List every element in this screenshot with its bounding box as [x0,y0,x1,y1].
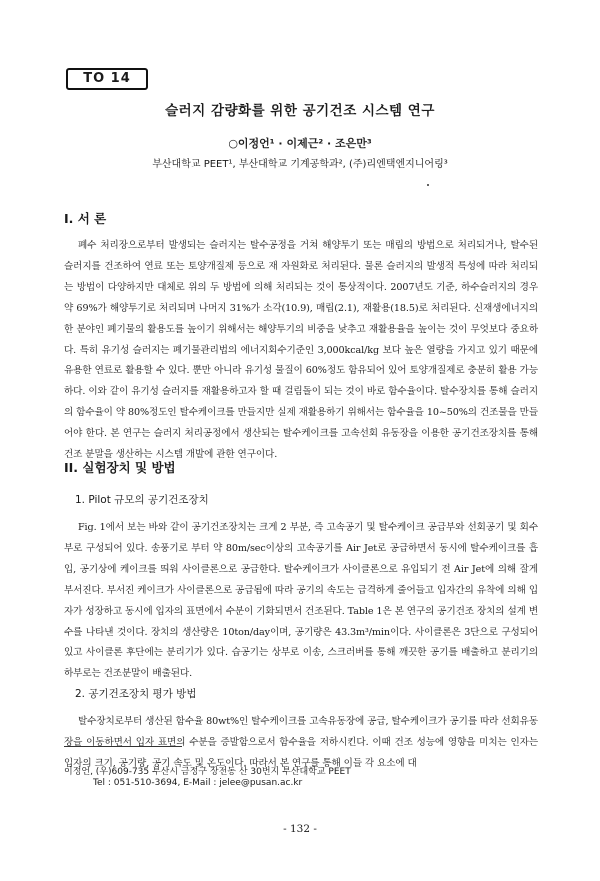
page-number: - 132 - [283,823,317,835]
section-heading-introduction: I. 서 론 [64,211,107,226]
paragraph-introduction: 폐수 처리장으로부터 발생되는 슬러지는 탈수공정을 거쳐 해양투기 또는 매립의 방법으로 처리되거나, 탈수된 슬러지를 건조하여 연료 또는 토양개질제 등으로 재 자원화로 처리된다. 물론 슬러지의 발생적 특성에 따라 처리되는 방법이 다양하지만 대체로 위의 두 방법에 의해 처리되는 것이 통상적이다. 2007년도 기준, 하수슬러지의 경우 약 69%가 해양투기로 처리되며 나머지 31%가 소각(10.9), 매립(2.1), 재활용(18.5)로 처리된다. 신재생에너지의 한 분야인 폐기물의 활용도를 높이기 위해서는 해양투기의 비중을 낮추고 재활용율을 높이는 것이 무엇보다 중요하다. 특히 유기성 슬러지는 폐기물관리법의 에너지회수기준인 3,000kcal/kg 보다 높은 열량을 가지고 있기 때문에 유용한 연료로 활용할 수 있다. 뿐만 아니라 유기성 물질이 60%정도 함유되어 있어 토양개질제로 충분히 활용 가능하다. 이와 같이 유기성 슬러지를 재활용하고자 할 때 걸림돌이 되는 것이 바로 함수율이다. 탈수장치를 통해 슬러지의 함수율이 약 80%정도인 탈수케이크를 만들지만 실제 재활용하기 위해서는 함수율을 10~50%의 건조물을 만들어야 한다. 본 연구는 슬러지 처리공정에서 생산되는 탈수케이크를 고속선회 유동장을 이용한 공기건조장치를 통해 건조 분말을 생산하는 시스템 개발에 관한 연구이다. [64,240,538,461]
session-badge: TO 14 [66,68,148,90]
stray-dot [427,184,429,186]
paper-title: 슬러지 감량화를 위한 공기건조 시스템 연구 [165,103,435,119]
footnote-contact: Tel : 051-510-3694, E-Mail : jelee@pusan.ac.kr [93,778,303,788]
paragraph-pilot: Fig. 1에서 보는 바와 같이 공기건조장치는 크게 2 부분, 즉 고속공기 및 탈수케이크 공급부와 선회공기 및 회수부로 구성되어 있다. 송풍기로 부터 약 80m/sec이상의 고속공기를 Air Jet로 공급하면서 동시에 탈수케이크를 흡입, 공기상에 케이크를 띄워 사이클론으로 공급한다. 탈수케이크가 사이클론으로 유입되기 전 Air Jet에 의해 잘게 부서진다. 부서진 케이크가 사이클론으로 공급됨에 따라 공기의 속도는 급격하게 줄어들고 입자간의 유착에 의해 입자가 성장하고 동시에 입자의 표면에서 수분이 기화되면서 건조된다. Table 1은 본 연구의 공기건조 장치의 설계 변수를 나타낸 것이다. 장치의 생산량은 10ton/day이며, 공기량은 43.3m³/min이다. 사이클론은 3단으로 구성되어 있고 사이클론 후단에는 분리기가 있다. 습공기는 상부로 이송, 스크러버를 통해 깨끗한 공기를 배출하고 분리기의 하부로는 건조분말이 배출된다. [64,522,538,680]
section-heading-methods: II. 실험장치 및 방법 [64,460,176,475]
paragraph-evaluation: 탈수장치로부터 생산된 함수율 80wt%인 탈수케이크를 고속유동장에 공급, 탈수케이크가 공기를 따라 선회유동장을 이동하면서 입자 표면의 수분을 증발함으로서 함수율을 저하시킨다. 이때 건조 성능에 영향을 미치는 인자는 입자의 크기, 공기량, 공기 속도 및 온도이다. 따라서 본 연구를 통해 이들 각 요소에 대 [64,716,538,769]
footnote-rule [64,746,182,747]
subsection-heading-evaluation: 2. 공기건조장치 평가 방법 [75,688,197,700]
footnote-address: 이정언, (우)609-735 부산시 금정구 장전동 산 30번지 부산대학교 PEET [64,767,351,777]
author-list: ○이정언¹ · 이제근² · 조은만³ [228,137,372,150]
affiliations: 부산대학교 PEET¹, 부산대학교 기계공학과², (주)리엔택엔지니어링³ [152,159,448,170]
subsection-heading-pilot: 1. Pilot 규모의 공기건조장치 [75,494,209,506]
